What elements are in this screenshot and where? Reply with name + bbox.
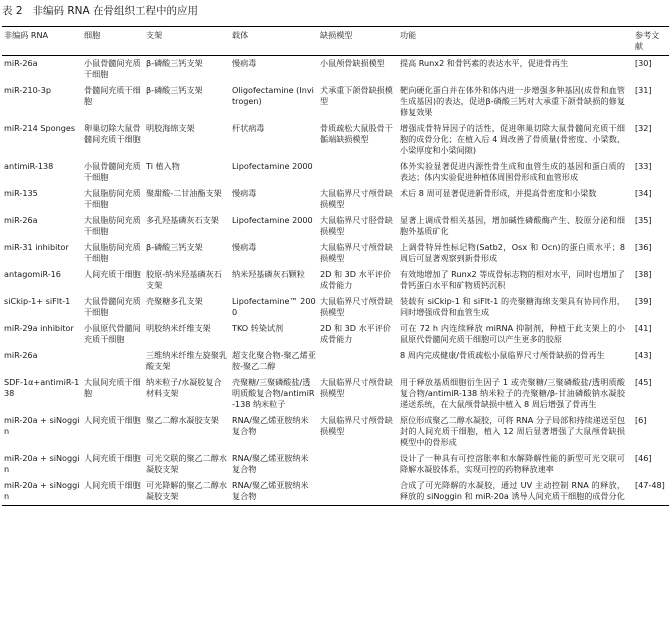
cell-ncrna: miR-20a + siNoggin xyxy=(4,480,80,501)
cell-reference: [34] xyxy=(635,188,652,198)
cell-scaffold: 明胶纳米纤维支架 xyxy=(146,323,211,333)
ncrna-table xyxy=(2,26,669,506)
cell-reference: [46] xyxy=(635,453,652,463)
cell-reference: [38] xyxy=(635,269,652,279)
cell-scaffold: β-磷酸三钙支架 xyxy=(146,242,203,252)
cell-reference: [45] xyxy=(635,377,652,387)
cell-carrier: 纳米羟基磷灰石颗粒 xyxy=(232,269,305,279)
cell-defect-model: 大鼠临界尺寸颅骨缺损模型 xyxy=(320,377,393,398)
cell-ncrna: antagomiR-16 xyxy=(4,269,61,279)
cell-reference: [43] xyxy=(635,350,652,360)
cell-cell-type: 大鼠骨髓间充质干细胞 xyxy=(84,296,141,317)
cell-function: 8 周内完成健康/骨质疏松小鼠临界尺寸颅骨缺损的骨再生 xyxy=(400,350,605,360)
table-row xyxy=(2,413,669,451)
cell-carrier: Lipofectamine 2000 xyxy=(232,215,313,225)
header-ncrna: 非编码 RNA xyxy=(4,30,49,40)
cell-carrier: RNA/聚乙烯亚胺纳米复合物 xyxy=(232,415,309,436)
cell-defect-model xyxy=(318,348,398,375)
table-row xyxy=(2,478,669,506)
cell-scaffold: 聚甜酸-二甘油酯支架 xyxy=(146,188,222,198)
cell-ncrna: miR-210-3p xyxy=(4,85,52,95)
cell-function: 提高 Runx2 和骨钙素的表达水平，促进骨再生 xyxy=(400,58,569,68)
cell-function: 装载有 siCkip-1 和 siFlt-1 的壳聚糖海绵支架具有协同作用，同时增强成骨和血管生成 xyxy=(400,296,625,317)
header-function: 功能 xyxy=(400,30,417,40)
cell-cell-type: 人间充质干细胞 xyxy=(84,453,141,463)
cell-cell-type: 大鼠间充质干细胞 xyxy=(84,377,141,398)
cell-reference: [30] xyxy=(635,58,652,68)
cell-ncrna: antimiR-138 xyxy=(4,161,54,171)
cell-function: 合成了可光降解的水凝胶，通过 UV 主动控制 RNA 的释放，释放的 siNoggin 和 miR-20a 诱导人间充质干细胞的成骨分化 xyxy=(400,480,625,501)
table-body xyxy=(2,56,669,506)
cell-defect-model: 大鼠临界尺寸颅骨缺损模型 xyxy=(320,296,393,317)
cell-reference: [39] xyxy=(635,296,652,306)
table-caption xyxy=(2,3,198,18)
cell-cell-type: 骨髓间充质干细胞 xyxy=(84,85,141,106)
cell-ncrna: SDF-1α+antimiR-138 xyxy=(4,377,80,398)
cell-cell-type: 大鼠脂肪间充质干细胞 xyxy=(84,242,141,263)
cell-defect-model: 大鼠临界尺寸胫骨缺损模型 xyxy=(320,215,393,236)
cell-carrier: 慢病毒 xyxy=(232,58,257,68)
cell-scaffold: β-磷酸三钙支架 xyxy=(146,85,203,95)
cell-cell-type: 大鼠脂肪间充质干细胞 xyxy=(84,188,141,209)
cell-carrier: 慢病毒 xyxy=(232,188,257,198)
cell-function: 设计了一种具有可控溶胀率和水解降解性能的新型可光交联可降解水凝胶体系，实现可控的药物释放速率 xyxy=(400,453,625,474)
table-row xyxy=(2,451,669,478)
cell-scaffold: 聚乙二醇水凝胶支架 xyxy=(146,415,219,425)
cell-ncrna: miR-26a xyxy=(4,58,38,68)
cell-ncrna: miR-26a xyxy=(4,350,38,360)
cell-carrier: RNA/聚乙烯亚胺纳米复合物 xyxy=(232,453,309,474)
cell-ncrna: miR-29a inhibitor xyxy=(4,323,74,333)
cell-reference: [47-48] xyxy=(635,480,665,490)
cell-defect-model xyxy=(318,478,398,506)
cell-scaffold: 可光降解的聚乙二醇水凝胶支架 xyxy=(146,480,227,501)
cell-cell-type: 小鼠骨髓间充质干细胞 xyxy=(84,161,141,182)
header-defect-model: 缺损模型 xyxy=(320,30,353,40)
table-row xyxy=(2,294,669,321)
cell-reference: [6] xyxy=(635,415,647,425)
table-row xyxy=(2,186,669,213)
header-cell: 细胞 xyxy=(84,30,101,40)
cell-scaffold: 可光交联的聚乙二醇水凝胶支架 xyxy=(146,453,227,474)
cell-function: 用于释放基质细胞衍生因子 1 或壳聚糖/三聚磷酸盐/透明质酸复合物/antimiR-138 纳米粒子的壳聚糖/β-甘油磷酸钠水凝胶递送系统，在大鼠颅骨缺损中植入 8 周后增强了骨再生 xyxy=(400,377,625,409)
cell-function: 原位形成聚乙二醇水凝胶，可将 RNA 分子局部和持续递送至包封的人间充质干细胞，植入 12 周后显著增强了大鼠颅骨缺损模型中的骨形成 xyxy=(400,415,625,447)
cell-ncrna: miR-135 xyxy=(4,188,38,198)
table-row xyxy=(2,56,669,84)
cell-ncrna: miR-214 Sponges xyxy=(4,123,76,133)
cell-function: 增强成骨特异因子的活性，促进卵巢切除大鼠骨髓间充质干细胞的成骨分化；在植入后 4 周改善了骨质量(骨密度、小梁数、小梁厚度和小梁间隙) xyxy=(400,123,625,155)
cell-scaffold: 三维纳米纤维左旋聚乳酸支架 xyxy=(146,350,227,371)
table-row xyxy=(2,83,669,121)
cell-ncrna: miR-31 inhibitor xyxy=(4,242,69,252)
cell-defect-model xyxy=(318,159,398,186)
cell-defect-model: 犬承重下颌骨缺损模型 xyxy=(320,85,393,106)
cell-function: 显著上调成骨相关基因，增加碱性磷酸酶产生、胶原分泌和细胞外基质矿化 xyxy=(400,215,625,236)
cell-defect-model: 2D 和 3D 水平评价成骨能力 xyxy=(320,269,391,290)
cell-cell-type: 卵巢切除大鼠骨髓间充质干细胞 xyxy=(84,123,141,144)
table-title: 非编码 RNA 在骨组织工程中的应用 xyxy=(32,5,199,17)
cell-function: 术后 8 周可显著促进新骨形成，并提高骨密度和小梁数 xyxy=(400,188,597,198)
cell-carrier: Lipofectamine 2000 xyxy=(232,161,313,171)
header-carrier: 载体 xyxy=(232,30,249,40)
cell-carrier: TKO 转染试剂 xyxy=(232,323,284,333)
cell-scaffold: 纳米粒子/水凝胶复合材料支架 xyxy=(146,377,222,398)
cell-cell-type xyxy=(82,348,144,375)
cell-defect-model: 2D 和 3D 水平评价成骨能力 xyxy=(320,323,391,344)
header-scaffold: 支架 xyxy=(146,30,163,40)
table-number: 表 2 xyxy=(2,5,23,17)
cell-reference: [31] xyxy=(635,85,652,95)
table-header xyxy=(2,27,669,56)
cell-cell-type: 小鼠骨髓间充质干细胞 xyxy=(84,58,141,79)
table-row xyxy=(2,159,669,186)
cell-reference: [35] xyxy=(635,215,652,225)
cell-function: 体外实验显著促进内源性骨生成和血管生成的基因和蛋白质的表达；体内实验促进种植体周围骨形成和血管形成 xyxy=(400,161,625,182)
cell-scaffold: 多孔羟基磷灰石支架 xyxy=(146,215,219,225)
table-row xyxy=(2,240,669,267)
cell-cell-type: 人间充质干细胞 xyxy=(84,269,141,279)
cell-ncrna: miR-20a + siNoggin xyxy=(4,453,80,474)
cell-cell-type: 人间充质干细胞 xyxy=(84,415,141,425)
cell-defect-model: 骨质疏松大鼠股骨干骺端缺损模型 xyxy=(320,123,393,144)
cell-scaffold: 胶原-纳米羟基磷灰石支架 xyxy=(146,269,222,290)
cell-function: 上调骨特异性标记物(Satb2，Osx 和 Ocn)的蛋白质水平；8 周后可显著观察到新骨形成 xyxy=(400,242,625,263)
cell-carrier: 慢病毒 xyxy=(232,242,257,252)
header-row xyxy=(2,27,669,56)
cell-defect-model: 小鼠颅骨缺损模型 xyxy=(320,58,385,68)
cell-carrier: 壳聚糖/三聚磷酸盐/透明质酸复合物/antimiR-138 纳米粒子 xyxy=(232,377,315,409)
cell-reference: [32] xyxy=(635,123,652,133)
cell-scaffold: 明胶海绵支架 xyxy=(146,123,195,133)
cell-function: 靶向硬化蛋白并在体外和体内进一步增强多种基因(成骨和血管生成基因)的表达，促进β-磷酸三钙对大承重下颌骨缺损的修复修复效果 xyxy=(400,85,625,117)
cell-defect-model xyxy=(318,451,398,478)
cell-reference: [33] xyxy=(635,161,652,171)
cell-defect-model: 大鼠临界尺寸颅骨缺损模型 xyxy=(320,242,393,263)
table-row xyxy=(2,375,669,413)
cell-carrier: RNA/聚乙烯亚胺纳米复合物 xyxy=(232,480,309,501)
table-row xyxy=(2,267,669,294)
table-row xyxy=(2,348,669,375)
table-row xyxy=(2,213,669,240)
cell-defect-model: 大鼠临界尺寸颅骨缺损模型 xyxy=(320,415,393,436)
cell-scaffold: β-磷酸三钙支架 xyxy=(146,58,203,68)
cell-cell-type: 小鼠原代骨髓间充质干细胞 xyxy=(84,323,141,344)
cell-cell-type: 人间充质干细胞 xyxy=(84,480,141,490)
table-row xyxy=(2,321,669,348)
cell-ncrna: miR-20a + siNoggin xyxy=(4,415,80,436)
cell-scaffold: Ti 植入物 xyxy=(146,161,180,171)
cell-carrier: 超支化聚合物-聚乙烯亚胺-聚乙二醇 xyxy=(232,350,316,371)
cell-reference: [41] xyxy=(635,323,652,333)
cell-ncrna: miR-26a xyxy=(4,215,38,225)
cell-ncrna: siCkip-1+ siFlt-1 xyxy=(4,296,71,306)
cell-defect-model: 大鼠临界尺寸颅骨缺损模型 xyxy=(320,188,393,209)
cell-function: 可在 72 h 内连续释放 miRNA 抑制剂，种植于此支架上的小鼠原代骨髓间充质干细胞可以产生更多的胶原 xyxy=(400,323,625,344)
cell-scaffold: 壳聚糖多孔支架 xyxy=(146,296,203,306)
cell-function: 有效地增加了 Runx2 等成骨标志物的相对水平，同时也增加了骨钙蛋白水平和矿物质钙沉积 xyxy=(400,269,625,290)
cell-reference: [36] xyxy=(635,242,652,252)
cell-carrier: Lipofectamine™ 2000 xyxy=(232,296,316,317)
cell-carrier: Oligofectamine (Invitrogen) xyxy=(232,85,314,106)
header-reference: 参考文献 xyxy=(635,30,660,51)
table-row xyxy=(2,121,669,159)
cell-carrier: 杆状病毒 xyxy=(232,123,265,133)
cell-cell-type: 大鼠脂肪间充质干细胞 xyxy=(84,215,141,236)
